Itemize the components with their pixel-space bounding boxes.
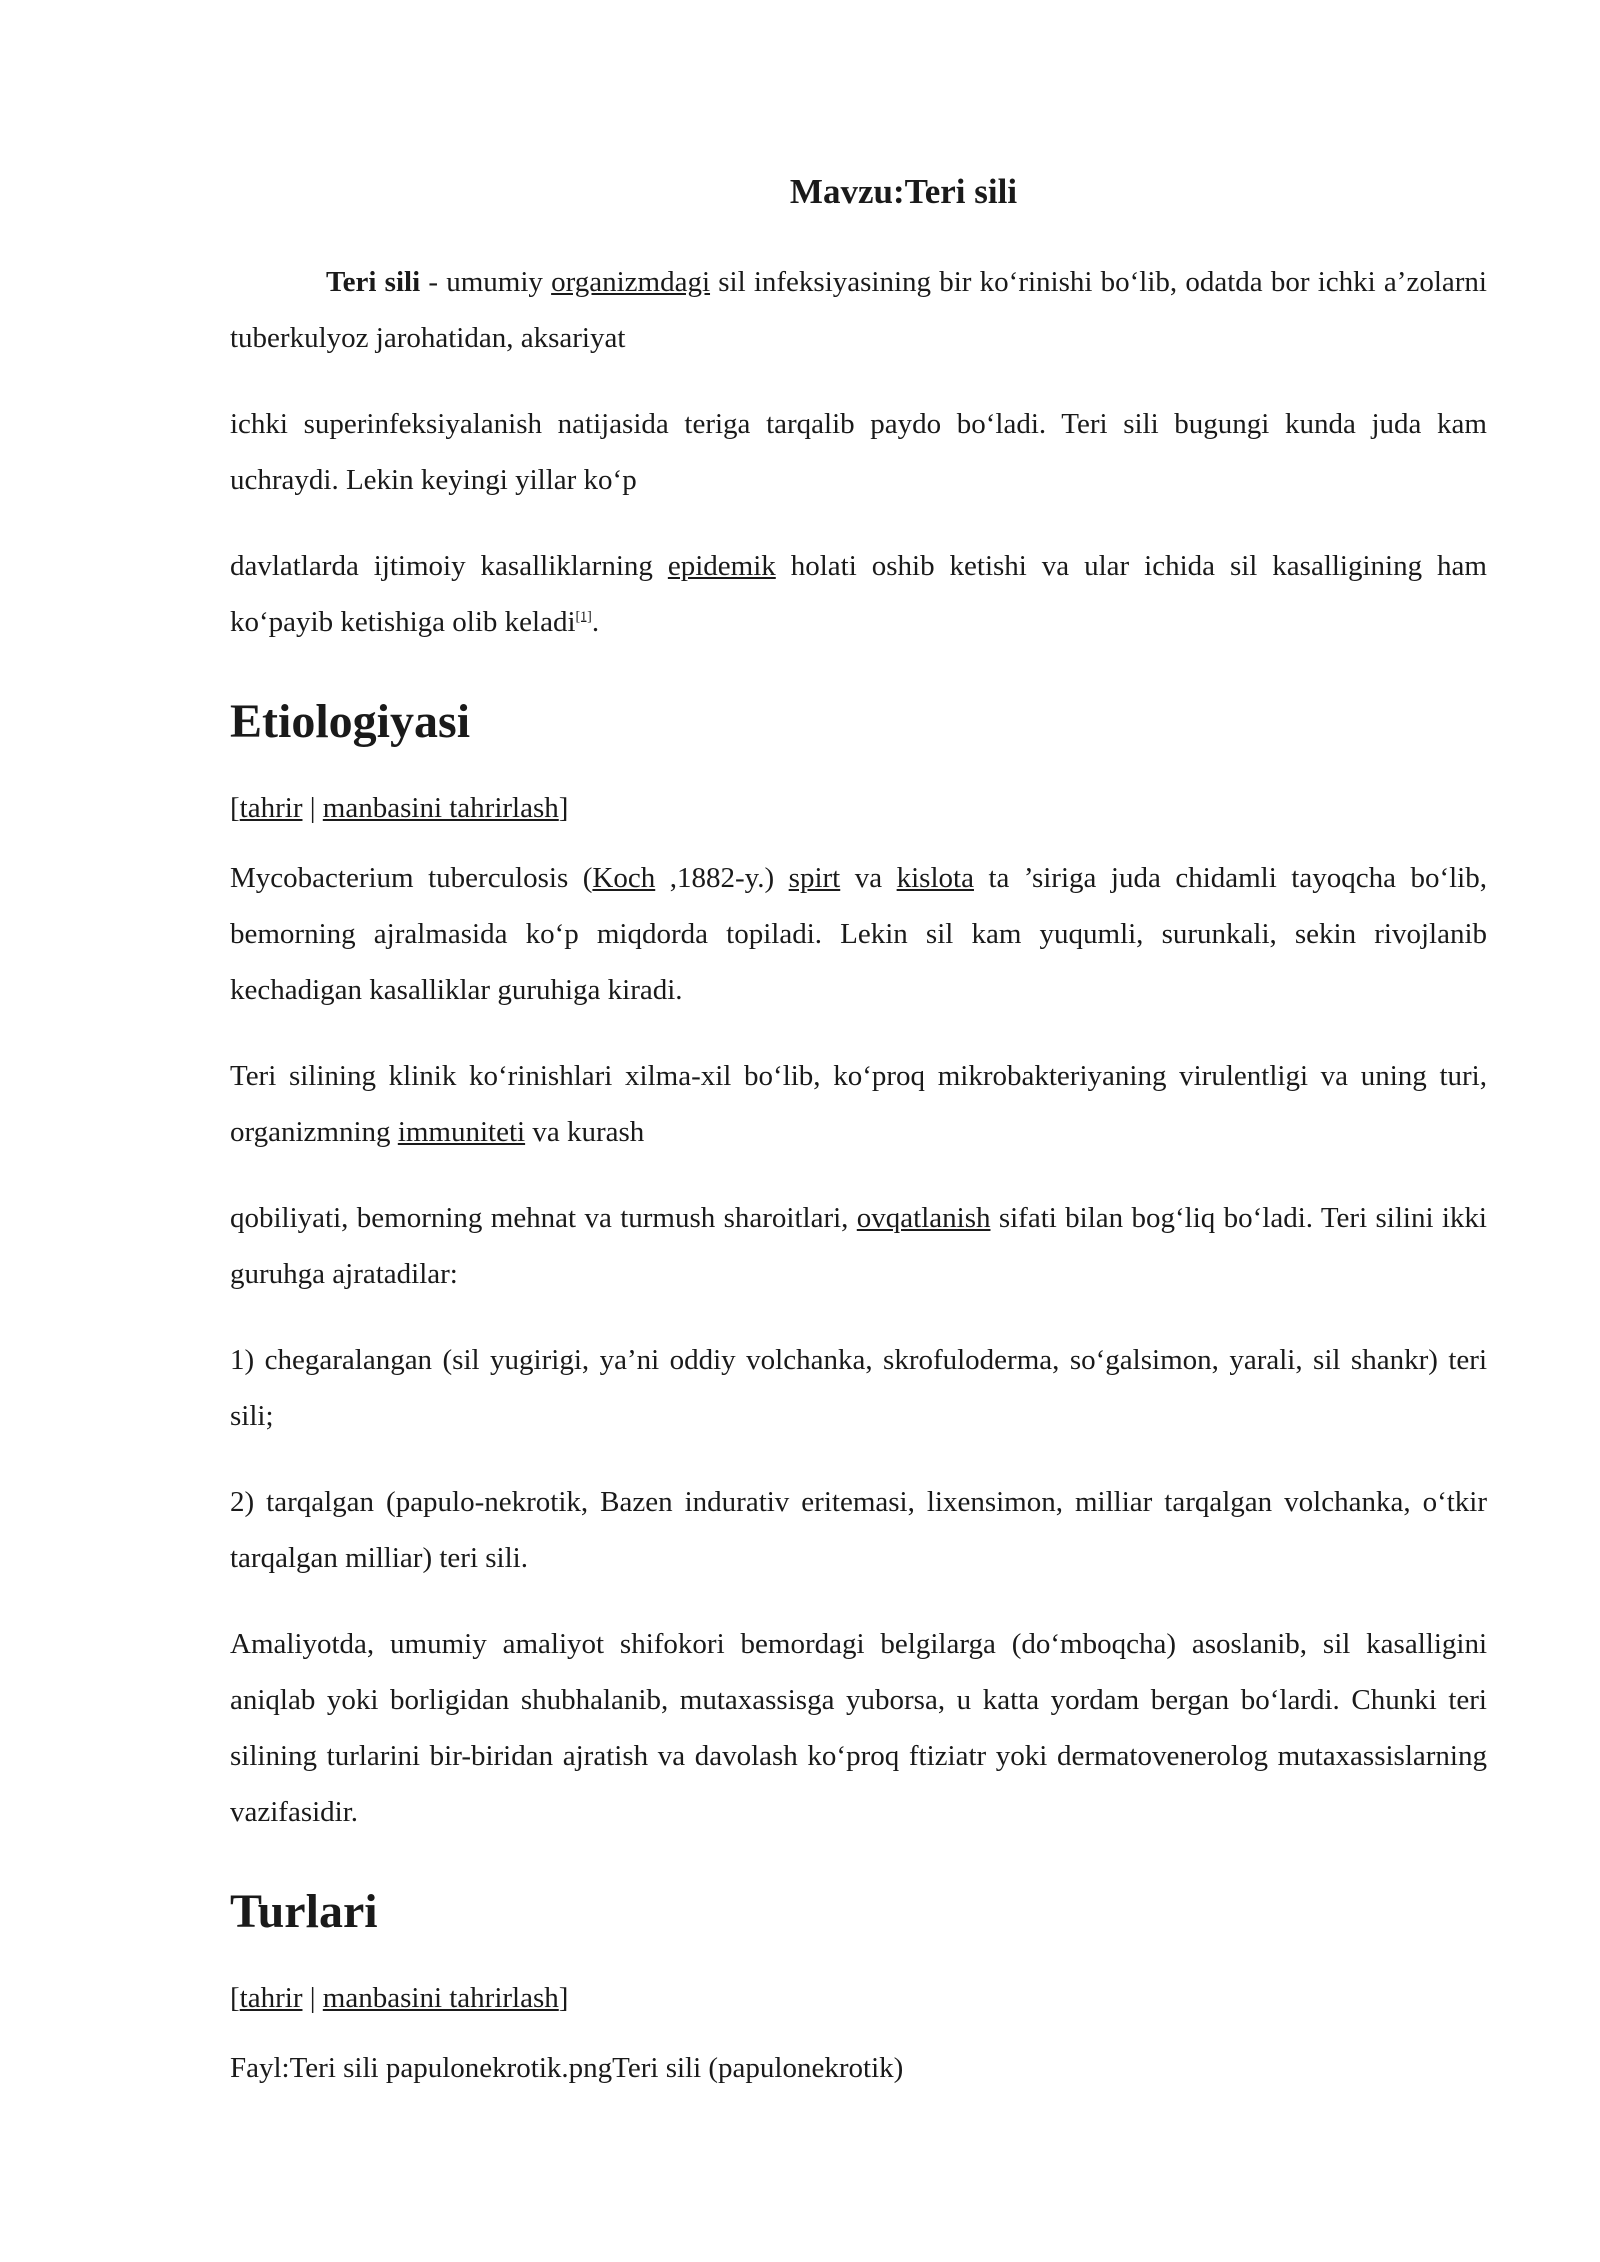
intro-paragraph-1 — [230, 254, 1487, 366]
intro-paragraph-2: ichki superinfeksiyalanish natijasida teriga tarqalib paydo bo‘ladi. Teri sili bugungi kunda juda kam uchraydi. Lekin keyingi yillar ko‘p — [230, 408, 1487, 496]
section-heading-types: Turlari — [230, 1885, 378, 1938]
link-organizmdagi[interactable]: organizmdagi — [551, 266, 711, 298]
edit-links-types — [230, 1970, 1487, 2026]
etiology-paragraph-3 — [230, 1190, 1487, 1302]
separator: | — [302, 792, 323, 824]
link-koch[interactable]: Koch — [592, 862, 656, 894]
text: . — [591, 606, 600, 638]
link-ovqatlanish[interactable]: ovqatlanish — [856, 1202, 991, 1234]
etiology-paragraph-2 — [230, 1048, 1487, 1160]
text: Teri silining klinik ko‘rinishlari xilma-xil bo‘lib, ko‘proq mikrobakteriyaning virulentligi va uning turi, organizmning — [230, 1060, 1487, 1148]
link-kislota[interactable]: kislota — [896, 862, 974, 894]
link-epidemik[interactable]: epidemik — [667, 550, 776, 582]
edit-source-link[interactable]: manbasini tahrirlash — [322, 792, 559, 824]
bracket: [ — [230, 1982, 240, 2014]
document-page — [230, 160, 1487, 2126]
text: va — [840, 862, 897, 894]
text: qobiliyati, bemorning mehnat va turmush sharoitlari, — [230, 1202, 857, 1234]
etiology-paragraph-1 — [230, 850, 1487, 1018]
edit-links-etiology — [230, 780, 1487, 836]
etiology-paragraph-4: 1) chegaralangan (sil yugirigi, ya’ni oddiy volchanka, skrofuloderma, so‘galsimon, yarali, sil shankr) teri sili; — [230, 1344, 1487, 1432]
edit-source-link[interactable]: manbasini tahrirlash — [322, 1982, 559, 2014]
reference-footnote[interactable] — [576, 609, 592, 624]
text: va kurash — [525, 1116, 645, 1148]
text: Mycobacterium tuberculosis ( — [230, 862, 593, 894]
edit-link[interactable]: tahrir — [239, 792, 303, 824]
section-heading-etiology: Etiologiyasi — [230, 695, 471, 748]
etiology-paragraph-6: Amaliyotda, umumiy amaliyot shifokori bemordagi belgilarga (do‘mboqcha) asoslanib, sil kasalligini aniqlab yoki borligidan shubhalanib, mutaxassisga yuborsa, u katta yordam bergan bo‘lardi. Chunki teri silining turlarini bir-biridan ajratish va davolash ko‘proq ftiziatr yoki dermatovenerolog mutaxassislarning vazifasidir. — [230, 1628, 1487, 1828]
term-bold: Teri sili — [326, 266, 421, 298]
text: sifati bilan bog‘liq bo‘ladi. Teri silini ikki guruhga ajratadilar: — [230, 1202, 1487, 1290]
etiology-paragraph-5: 2) tarqalgan (papulo-nekrotik, Bazen indurativ eritemasi, lixensimon, milliar tarqalgan volchanka, o‘tkir tarqalgan milliar) teri sili. — [230, 1486, 1487, 1574]
intro-paragraph-3 — [230, 538, 1487, 650]
text: holati oshib ketishi va ular ichida sil kasalligining ham ko‘payib ketishiga olib keladi — [230, 550, 1487, 638]
text: davlatlarda ijtimoiy kasalliklarning — [230, 550, 668, 582]
link-immuniteti[interactable]: immuniteti — [397, 1116, 526, 1148]
text: ta ’siriga juda chidamli tayoqcha bo‘lib, bemorning ajralmasida ko‘p miqdorda topiladi. Lekin sil kam yuqumli, surunkali, sekin rivojlanib kechadigan kasalliklar guruhiga kiradi. — [230, 862, 1487, 1006]
reference-link[interactable]: [1] — [575, 609, 592, 625]
text: ,1882-y.) — [655, 862, 789, 894]
bracket: ] — [558, 792, 569, 824]
text: sil infeksiyasining bir ko‘rinishi bo‘lib, odatda bor ichki a’zolarni tuberkulyoz jarohatidan, aksariyat — [230, 266, 1487, 354]
separator: | — [302, 1982, 323, 2014]
text: - umumiy — [420, 266, 552, 298]
edit-link[interactable]: tahrir — [239, 1982, 303, 2014]
file-reference-line: Fayl:Teri sili papulonekrotik.pngTeri sili (papulonekrotik) — [230, 2052, 904, 2084]
bracket: ] — [558, 1982, 569, 2014]
page-title: Mavzu:Teri sili — [789, 172, 1018, 211]
bracket: [ — [230, 792, 240, 824]
link-spirt[interactable]: spirt — [788, 862, 841, 894]
